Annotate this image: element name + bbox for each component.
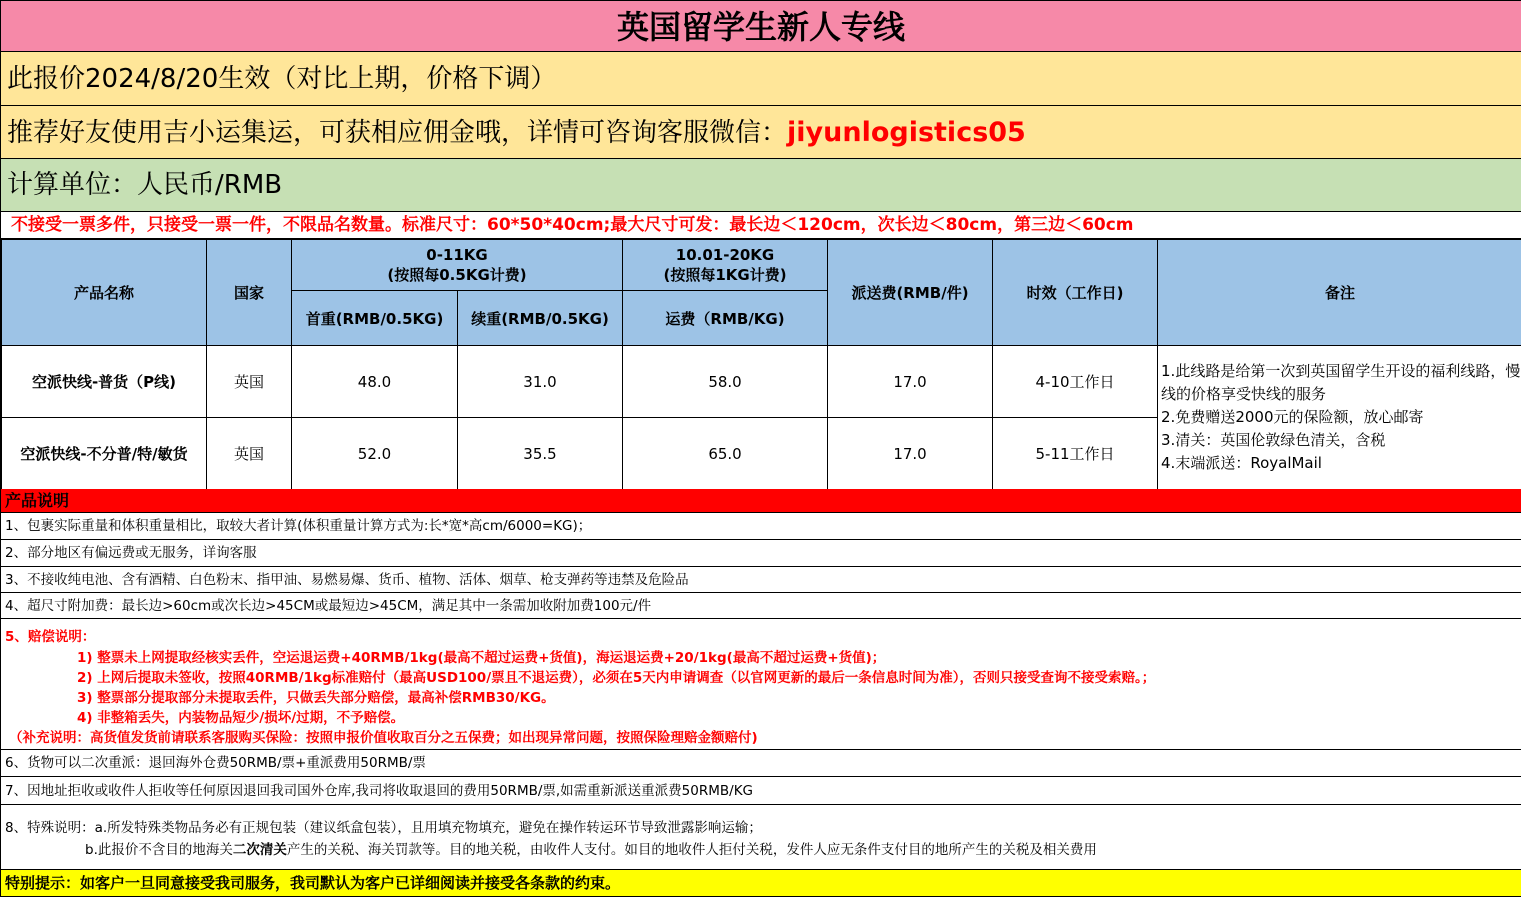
referral-text: 推荐好友使用吉小运集运，可获相应佣金哦，详情可咨询客服微信： bbox=[7, 118, 788, 148]
remark-line: 2.免费赠送2000元的保险额，放心邮寄 bbox=[1161, 408, 1424, 426]
header-remarks: 备注 bbox=[1158, 240, 1521, 346]
effective-date-notice: 此报价2024/8/20生效（对比上期，价格下调） bbox=[1, 52, 1521, 106]
note-item-4: 4、超尺寸附加费：最长边>60cm或次长边>45CM或最短边>45CM，满足其中一条需加收附加费100元/件 bbox=[1, 593, 1521, 619]
header-additional-weight: 续重(RMB/0.5KG) bbox=[458, 291, 623, 346]
note-item-2: 2、部分地区有偏远费或无服务，详询客服 bbox=[1, 540, 1521, 567]
remark-line: 3.清关：英国伦敦绿色清关，含税 bbox=[1161, 431, 1386, 449]
currency-unit: 计算单位：人民币/RMB bbox=[1, 159, 1521, 212]
size-limits: 不接受一票多件，只接受一票一件，不限品名数量。标准尺寸：60*50*40cm;最大尺寸可发：最长边＜120cm，次长边＜80cm，第三边＜60cm bbox=[1, 212, 1521, 239]
band1-label: 0-11KG bbox=[426, 245, 488, 264]
compensation-line-2: 2) 上网后提取未签收，按照40RMB/1kg标准赔付（最高USD100/票且不退运费），必须在5天内申请调查（以官网更新的最后一条信息时间为准），否则只接受查询不接受索赔。； bbox=[77, 670, 1156, 686]
header-freight: 运费（RMB/KG) bbox=[623, 291, 828, 346]
product-name: 空派快线-不分普/特/敏货 bbox=[2, 418, 207, 490]
note-item-6: 6、货物可以二次重派：退回海外仓费50RMB/票+重派费用50RMB/票 bbox=[1, 750, 1521, 777]
freight-price: 58.0 bbox=[623, 346, 828, 418]
header-delivery-fee: 派送费(RMB/件) bbox=[828, 240, 993, 346]
additional-weight-price: 31.0 bbox=[458, 346, 623, 418]
header-country: 国家 bbox=[207, 240, 292, 346]
header-band-0-11kg bbox=[292, 240, 623, 291]
header-product: 产品名称 bbox=[2, 240, 207, 346]
rate-table bbox=[1, 239, 1521, 490]
first-weight-price: 48.0 bbox=[292, 346, 458, 418]
delivery-fee: 17.0 bbox=[828, 346, 993, 418]
country: 英国 bbox=[207, 418, 292, 490]
remarks-cell bbox=[1158, 346, 1521, 490]
compensation-line-1: 1) 整票未上网提取经核实丢件，空运退运费+40RMB/1kg(最高不超过运费+货值)，海运退运费+20/1kg(最高不超过运费+货值)； bbox=[77, 650, 886, 666]
special-note-b bbox=[85, 838, 1097, 858]
special-reminder: 特别提示：如客户一旦同意接受我司服务，我司默认为客户已详细阅读并接受各条款的约束。 bbox=[1, 870, 1521, 897]
special-note-a: 8、特殊说明：a.所发特殊类物品务必有正规包装（建议纸盒包装），且用填充物填充，避免在操作转运环节导致泄露影响运输； bbox=[5, 820, 762, 836]
section-title: 产品说明 bbox=[1, 489, 1521, 513]
special-note-b-emphasis: 二次清关 bbox=[232, 842, 287, 858]
compensation-title: 5、赔偿说明： bbox=[5, 629, 96, 645]
transit-time: 4-10工作日 bbox=[993, 346, 1158, 418]
wechat-id: jiyunlogistics05 bbox=[787, 117, 1026, 148]
transit-time: 5-11工作日 bbox=[993, 418, 1158, 490]
header-first-weight: 首重(RMB/0.5KG) bbox=[292, 291, 458, 346]
compensation-supplement: （补充说明：高货值发货前请联系客服购买保险：按照申报价值收取百分之五保费；如出现异常问题，按照保险理赔金额赔付) bbox=[9, 730, 758, 746]
note-item-3: 3、不接收纯电池、含有酒精、白色粉末、指甲油、易燃易爆、货币、植物、活体、烟草、枪支弹药等违禁及危险品 bbox=[1, 567, 1521, 593]
note-item-1: 1、包裹实际重量和体积重量相比，取较大者计算(体积重量计算方式为:长*宽*高cm/6000=KG)； bbox=[1, 513, 1521, 540]
compensation-line-4: 4) 非整箱丢失，内装物品短少/损坏/过期，不予赔偿。 bbox=[77, 710, 405, 726]
compensation-note bbox=[1, 619, 1521, 750]
special-note-b-end: 产生的关税、海关罚款等。目的地关税，由收件人支付。如目的地收件人拒付关税，发件人应无条件支付目的地所产生的关税及相关费用 bbox=[286, 842, 1097, 858]
special-note-b-start: b.此报价不含目的地海关 bbox=[85, 842, 233, 858]
freight-price: 65.0 bbox=[623, 418, 828, 490]
note-item-7: 7、因地址拒收或收件人拒收等任何原因退回我司国外仓库,我司将收取退回的费用50RMB/票,如需重新派送重派费50RMB/KG bbox=[1, 777, 1521, 805]
remark-line: 1.此线路是给第一次到英国留学生开设的福利线路，慢线的价格享受快线的服务 bbox=[1161, 362, 1521, 403]
special-note bbox=[1, 805, 1521, 870]
referral-notice bbox=[1, 106, 1521, 159]
product-name: 空派快线-普货（P线) bbox=[2, 346, 207, 418]
page-title: 英国留学生新人专线 bbox=[1, 0, 1521, 52]
band1-note: (按照每0.5KG计费) bbox=[387, 265, 527, 284]
header-band-10-20kg bbox=[623, 240, 828, 291]
table-row bbox=[2, 346, 1521, 418]
band2-label: 10.01-20KG bbox=[675, 245, 775, 264]
country: 英国 bbox=[207, 346, 292, 418]
compensation-line-3: 3) 整票部分提取部分未提取丢件，只做丢失部分赔偿，最高补偿RMB30/KG。 bbox=[77, 690, 555, 706]
band2-note: (按照每1KG计费) bbox=[663, 265, 787, 284]
delivery-fee: 17.0 bbox=[828, 418, 993, 490]
first-weight-price: 52.0 bbox=[292, 418, 458, 490]
additional-weight-price: 35.5 bbox=[458, 418, 623, 490]
remark-line: 4.末端派送：RoyalMail bbox=[1161, 454, 1322, 472]
header-transit: 时效（工作日) bbox=[993, 240, 1158, 346]
